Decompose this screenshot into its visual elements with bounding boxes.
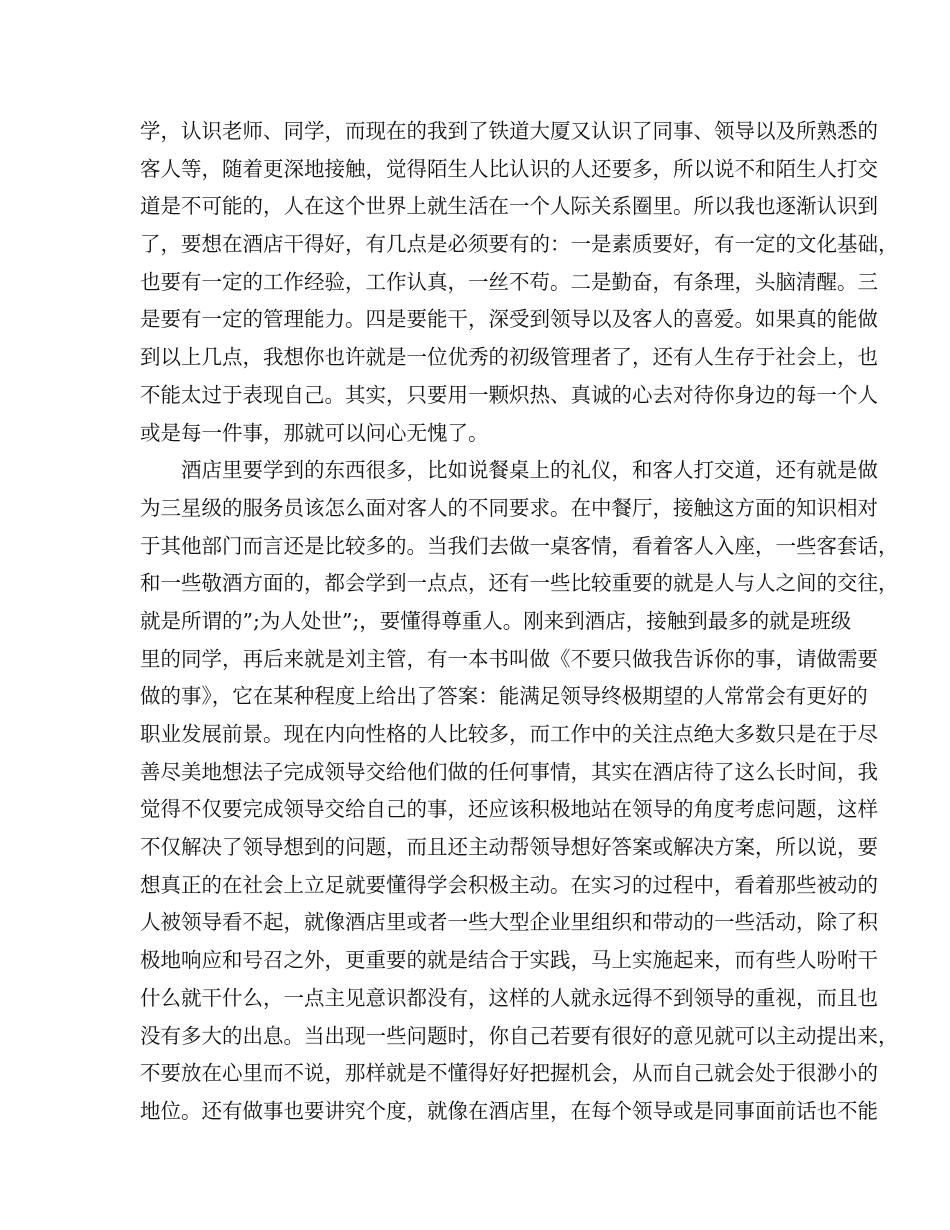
text-line: 觉得不仅要完成领导交给自己的事，还应该积极地站在领导的角度考虑问题，这样 — [140, 797, 878, 822]
text-line: 道是不可能的，人在这个世界上就生活在一个人际关系圈里。所以我也逐渐认识到 — [140, 194, 878, 219]
text-line: 职业发展前景。现在内向性格的人比较多，而工作中的关注点绝大多数只是在于尽 — [140, 722, 878, 746]
text-line: 地位。还有做事也要讲究个度，就像在酒店里，在每个领导或是同事面前话也不能 — [140, 1098, 878, 1123]
text-line: 极地响应和号召之外，更重要的就是结合于实践，马上实施起来，而有些人吩咐干 — [140, 948, 878, 973]
text-line: 为三星级的服务员该怎么面对客人的不同要求。在中餐厅，接触这方面的知识相对 — [140, 495, 878, 520]
paragraph-2 — [140, 452, 899, 1130]
text-line: 酒店里要学到的东西很多，比如说餐桌上的礼仪，和客人打交道，还有就是做 — [181, 458, 878, 483]
text-line: 于其他部门而言还是比较多的。当我们去做一桌客情，看着客人入座，一些客套话， — [140, 533, 899, 558]
text-line: 就是所谓的”;为人处世”;，要懂得尊重人。刚来到酒店，接触到最多的就是班级 — [140, 608, 852, 633]
text-line: 了，要想在酒店干得好，有几点是必须要有的：一是素质要好，有一定的文化基础， — [140, 232, 899, 257]
text-line: 没有多大的出息。当出现一些问题时，你自己若要有很好的意见就可以主动提出来， — [140, 1023, 899, 1048]
text-line: 不能太过于表现自己。其实，只要用一颗炽热、真诚的心去对待你身边的每一个人 — [140, 382, 878, 407]
text-line: 不要放在心里而不说，那样就是不懂得好好把握机会，从而自己就会处于很渺小的 — [140, 1061, 878, 1086]
text-line: 学，认识老师、同学，而现在的我到了铁道大厦又认识了同事、领导以及所熟悉的 — [140, 119, 878, 143]
text-line: 到以上几点，我想你也许就是一位优秀的初级管理者了，还有人生存于社会上，也 — [140, 345, 878, 370]
text-line: 善尽美地想法子完成领导交给他们做的任何事情，其实在酒店待了这么长时间，我 — [140, 759, 878, 784]
text-line: 想真正的在社会上立足就要懂得学会积极主动。在实习的过程中，看着那些被动的 — [140, 872, 878, 897]
document-body — [140, 113, 899, 1131]
text-line: 做的事》，它在某种程度上给出了答案：能满足领导终极期望的人常常会有更好的 — [140, 684, 868, 709]
text-line: 是要有一定的管理能力。四是要能干，深受到领导以及客人的喜爱。如果真的能做 — [140, 307, 878, 332]
text-line: 也要有一定的工作经验，工作认真，一丝不苟。二是勤奋，有条理，头脑清醒。三 — [140, 269, 878, 294]
text-line: 什么就干什么，一点主见意识都没有，这样的人就永远得不到领导的重视，而且也 — [140, 985, 878, 1010]
paragraph-1 — [140, 113, 899, 452]
text-line: 人被领导看不起，就像酒店里或者一些大型企业里组织和带动的一些活动，除了积 — [140, 910, 878, 935]
text-line: 里的同学，再后来就是刘主管，有一本书叫做《不要只做我告诉你的事，请做需要 — [140, 646, 878, 671]
text-line: 不仅解决了领导想到的问题，而且还主动帮领导想好答案或解决方案，所以说，要 — [140, 835, 878, 860]
text-line: 或是每一件事，那就可以问心无愧了。 — [140, 420, 489, 445]
text-line: 和一些敬酒方面的，都会学到一点点，还有一些比较重要的就是人与人之间的交往， — [140, 571, 899, 596]
text-line: 客人等，随着更深地接触，觉得陌生人比认识的人还要多，所以说不和陌生人打交 — [140, 156, 878, 181]
